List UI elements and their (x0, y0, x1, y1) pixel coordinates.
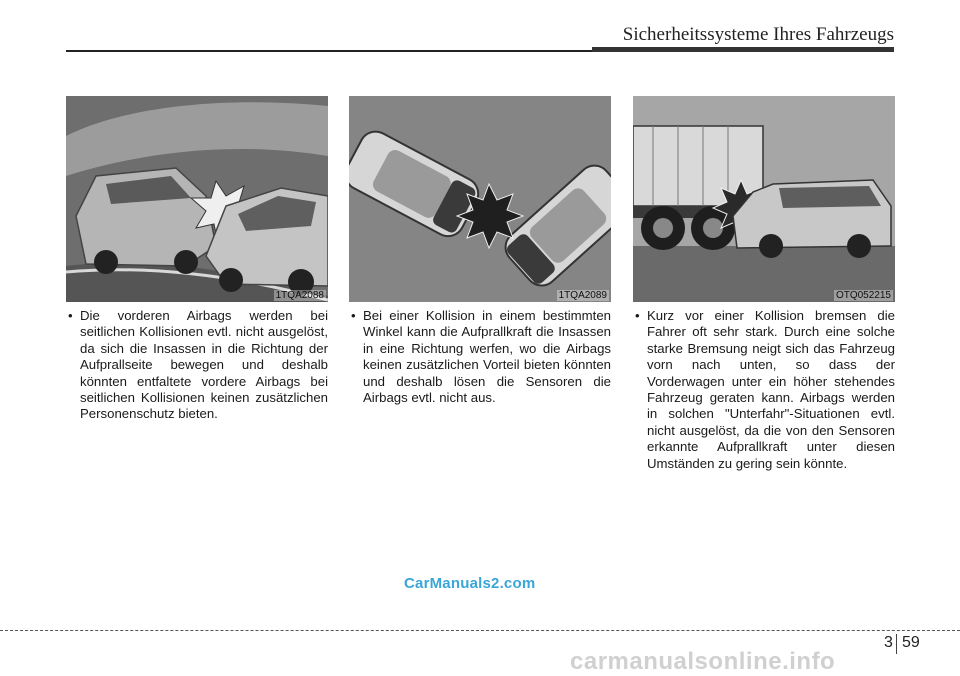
text-column-3 (633, 308, 895, 472)
watermark-link[interactable]: CarManuals2.com (404, 575, 536, 592)
figure-angle-collision (349, 96, 611, 302)
header-rule-accent (592, 47, 894, 52)
figure-underride-collision (633, 96, 895, 302)
bullet-item (349, 308, 611, 406)
bullet-text: Kurz vor einer Kollision bremsen die Fahrer oft sehr stark. Durch eine solche starke Bremsung neigt sich das Fahrzeug vorn nach unten, so dass der Vorderwagen unter ein höher stehendes Fahrzeug geraten kann. Airbags werden in solchen "Unterfahr"-Situationen evtl. nicht ausgelöst, da die von den Sensoren erkannte Aufprallkraft unter diesen Umständen zu gering sein könnte. (647, 308, 895, 471)
underride-illustration (633, 96, 895, 302)
figure-side-collision (66, 96, 328, 302)
page-header-title: Sicherheitssysteme Ihres Fahrzeugs (622, 24, 894, 45)
page-number-separator (896, 634, 897, 654)
text-column-1 (66, 308, 328, 423)
bullet-item (66, 308, 328, 423)
page-chapter-number: 3 (884, 634, 893, 651)
bullet-item (633, 308, 895, 472)
footer-rule (0, 630, 960, 631)
text-column-2 (349, 308, 611, 406)
bullet-text: Die vorderen Airbags werden bei seitlichen Kollisionen evtl. nicht ausgelöst, da sich die Insassen in die Richtung der Aufprallseite bewegen und deshalb könnten entfaltete vordere Airbags bei seitlichen Kollisionen keinen zusätzlichen Personenschutz bieten. (80, 308, 328, 422)
page-number: 59 (902, 634, 920, 651)
side-collision-illustration (66, 96, 328, 302)
bullet-mark: • (68, 308, 73, 323)
bullet-mark: • (351, 308, 356, 323)
header-rule (66, 50, 596, 52)
bullet-mark: • (635, 308, 640, 323)
bullet-text: Bei einer Kollision in einem bestimmten Winkel kann die Aufprallkraft die Insassen in eine Richtung werfen, wo die Airbags keinen zusätzlichen Vorteil bieten könnten und deshalb lösen die Sensoren die Airbags evtl. nicht aus. (363, 308, 611, 406)
figure-code: 1TQA2089 (558, 290, 607, 301)
figure-code: OTQ052215 (835, 290, 891, 301)
figure-code: 1TQA2088 (275, 290, 324, 301)
angle-collision-illustration (349, 96, 611, 302)
bottom-watermark: carmanualsonline.info (570, 648, 836, 675)
